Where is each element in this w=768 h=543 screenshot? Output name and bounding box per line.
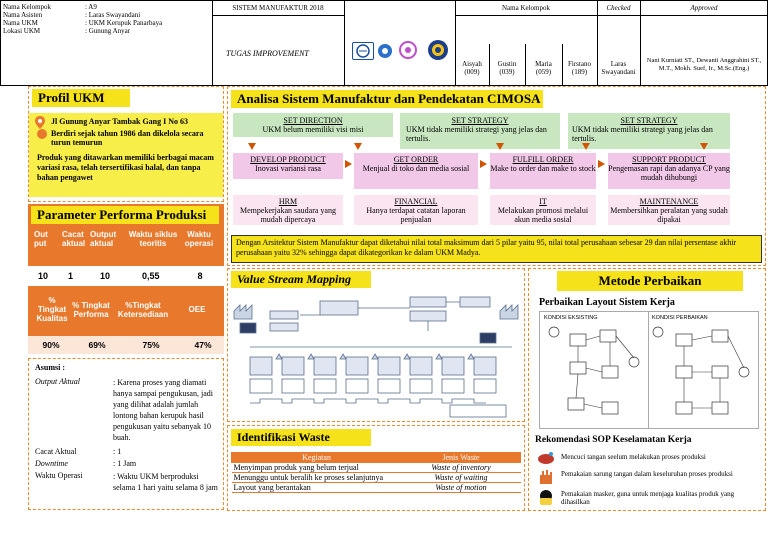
profil-address: Jl Gunung Anyar Tambak Gang I No 63 xyxy=(51,117,189,126)
glove-icon xyxy=(537,469,553,485)
layout-title: Perbaikan Layout Sistem Kerja xyxy=(539,297,675,308)
asumsi-value: : Karena proses yang diamati hanya sampai pengukusan, jadi yang dilihat adalah jumlah lontong bahan kerupuk hasil pengukusan yaitu sebanyak 10 buah. xyxy=(113,378,213,442)
arrow-right-icon xyxy=(345,160,352,168)
set-strategy-box: SET STRATEGY UKM tidak memiliki strategi yang jelas dan tertulis. xyxy=(568,113,730,149)
it-box: IT Melakukan promosi melalui akun media sosial xyxy=(490,195,596,225)
calendar-icon xyxy=(37,129,47,139)
asumsi-label: Output Aktual xyxy=(35,377,80,386)
asumsi-label: Cacat Aktual xyxy=(35,447,77,456)
profil-panel xyxy=(28,86,224,202)
waste-title: Identifikasi Waste xyxy=(231,429,371,446)
financial-box: FINANCIAL Hanya terdapat catatan laporan penjualan xyxy=(354,195,478,225)
layout-diagram xyxy=(539,311,759,429)
vsm-diagram xyxy=(230,293,522,419)
member-name: Firstano (189) xyxy=(568,60,591,76)
metode-panel xyxy=(528,268,766,511)
arrow-down-icon xyxy=(248,143,256,150)
asumsi-label: Waktu Operasi xyxy=(35,471,83,480)
kondisi-perbaikan-label: KONDISI PERBAIKAN xyxy=(652,315,708,321)
asumsi-value: : Waktu UKM berproduksi selama 1 hari yaitu selama 8 jam xyxy=(113,472,218,492)
set-direction-box: SET DIRECTION UKM belum memiliki visi misi xyxy=(233,113,393,137)
arrow-right-icon xyxy=(480,160,487,168)
member-name: Maria (059) xyxy=(535,60,552,76)
develop-product-box: DEVELOP PRODUCT Inovasi variansi rasa xyxy=(233,153,343,179)
its-logo-icon xyxy=(352,42,374,60)
customer-factory-icon xyxy=(500,305,518,319)
lab-logo-icon xyxy=(398,40,418,60)
table-row: Menunggu untuk beralih ke proses selanjutnya Waste of waiting xyxy=(232,473,521,483)
approved-label: Approved xyxy=(690,4,718,12)
hrm-box: HRM Mempekerjakan saudara yang mudah dipercaya xyxy=(233,195,343,225)
sop-title: Rekomendasi SOP Keselamatan Kerja xyxy=(535,435,692,445)
checked-label: Checked xyxy=(606,4,631,12)
waste-header: Kegiatan xyxy=(232,453,402,463)
arrow-down-icon xyxy=(354,143,362,150)
sop-item: Pemakaian masker, guna untuk menjaga kualitas produk yang dihasilkan xyxy=(561,490,735,506)
set-strategy-box: SET STRATEGY UKM tidak memiliki strategi yang jelas dan tertulis. xyxy=(400,113,560,149)
gear-logo-icon xyxy=(426,38,450,62)
mask-icon xyxy=(537,489,555,507)
arrow-right-icon xyxy=(598,160,605,168)
member-name: Gustin (039) xyxy=(497,60,517,76)
cimosa-panel xyxy=(227,86,766,266)
asumsi-value: : 1 Jam xyxy=(113,459,137,468)
info-labels: Nama Kelompok Nama Asisten Nama UKM Lokasi UKM xyxy=(3,3,52,35)
profil-products: Produk yang ditawarkan memiliki berbagai macam variasi rasa, telah tersertifikasi halal, dan tanpa bahan pengawet xyxy=(37,153,214,182)
arrow-down-icon xyxy=(582,143,590,150)
info-values: : A9 : Laras Swayandani : UKM Kerupuk Panarbaya : Gunung Anyar xyxy=(85,3,163,35)
member-name: Aisyah (009) xyxy=(462,60,482,76)
location-pin-icon xyxy=(35,116,45,129)
vsm-panel xyxy=(227,268,525,422)
maintenance-box: MAINTENANCE Membersihkan peralatan yang sudah dipakai xyxy=(608,195,730,225)
fulfill-order-box: FULFILL ORDER Make to order dan make to stock xyxy=(490,153,596,189)
course-title: SISTEM MANUFAKTUR 2018 xyxy=(232,4,324,12)
asumsi-label: Downtime xyxy=(35,459,68,468)
header xyxy=(0,0,768,86)
profil-title: Profil UKM xyxy=(32,89,130,107)
supplier-factory-icon xyxy=(234,305,252,319)
vsm-title: Value Stream Mapping xyxy=(231,271,371,288)
checked-name: Laras Swayandani xyxy=(601,60,636,76)
asumsi-panel xyxy=(28,358,224,510)
asumsi-title: Asumsi : xyxy=(35,363,66,372)
waste-table xyxy=(231,452,521,493)
kondisi-existing-label: KONDISI EKSISTING xyxy=(544,315,598,321)
parameter-values-1: 10 1 10 0,55 8 xyxy=(28,266,224,286)
parameter-values-2: 90% 69% 75% 47% xyxy=(28,336,224,354)
table-row: Menyimpan produk yang belum terjual Waste of inventory xyxy=(232,463,521,473)
sop-item: Mencuci tangan seelum melakukan proses produksi xyxy=(561,453,706,461)
waste-header: Jenis Waste xyxy=(402,453,521,463)
arrow-down-icon xyxy=(700,143,708,150)
waste-panel xyxy=(227,425,525,511)
table-row: Layout yang berantakan Waste of motion xyxy=(232,483,521,493)
parameter-headers-1: Out put Cacat aktual Output aktual Waktu siklus teoritis Waktu operasi xyxy=(34,230,214,248)
support-product-box: SUPPORT PRODUCT Pengemasan rapi dan adanya CP yang mudah dihubungi xyxy=(608,153,730,189)
approved-name: Nani Kurniati ST., Dewanti Anggrahini ST., M.T., Mokh. Suef, Ir., M.Sc.(Eng.) xyxy=(646,57,762,72)
cimosa-summary: Dengan Arsitektur Sistem Manufaktur dapat diketahui nilai total maksimum dari 5 pilar yaitu 95, nilai total perusahaan sebesar 29 dan nilai persentase akhir perusahaan yaitu 32% sehingga dapat dikategorikan ke dalam UKM Madya. xyxy=(231,235,762,263)
sop-item: Pemakaian sarung tangan dalam keseluruhan proses produksi xyxy=(561,470,733,478)
get-order-box: GET ORDER Menjual di toko dan media sosial xyxy=(354,153,478,189)
arrow-down-icon xyxy=(496,143,504,150)
hand-wash-icon xyxy=(537,451,555,465)
metode-title: Metode Perbaikan xyxy=(557,271,743,291)
cimosa-title: Analisa Sistem Manufaktur dan Pendekatan CIMOSA xyxy=(231,90,543,108)
parameter-headers-2: % Tingkat Kualitas % Tingkat Performa %Tingkat Ketersediaan OEE xyxy=(36,296,206,323)
asumsi-value: : 1 xyxy=(113,447,122,456)
profil-founded: Berdiri sejak tahun 1986 dan dikelola secara turun temurun xyxy=(51,129,204,147)
department-logo-icon xyxy=(376,42,394,60)
group-label: Nama Kelompok xyxy=(501,4,550,12)
parameter-panel xyxy=(28,204,224,354)
parameter-title: Parameter Performa Produksi xyxy=(31,206,219,224)
task-title: TUGAS IMPROVEMENT xyxy=(226,49,309,58)
